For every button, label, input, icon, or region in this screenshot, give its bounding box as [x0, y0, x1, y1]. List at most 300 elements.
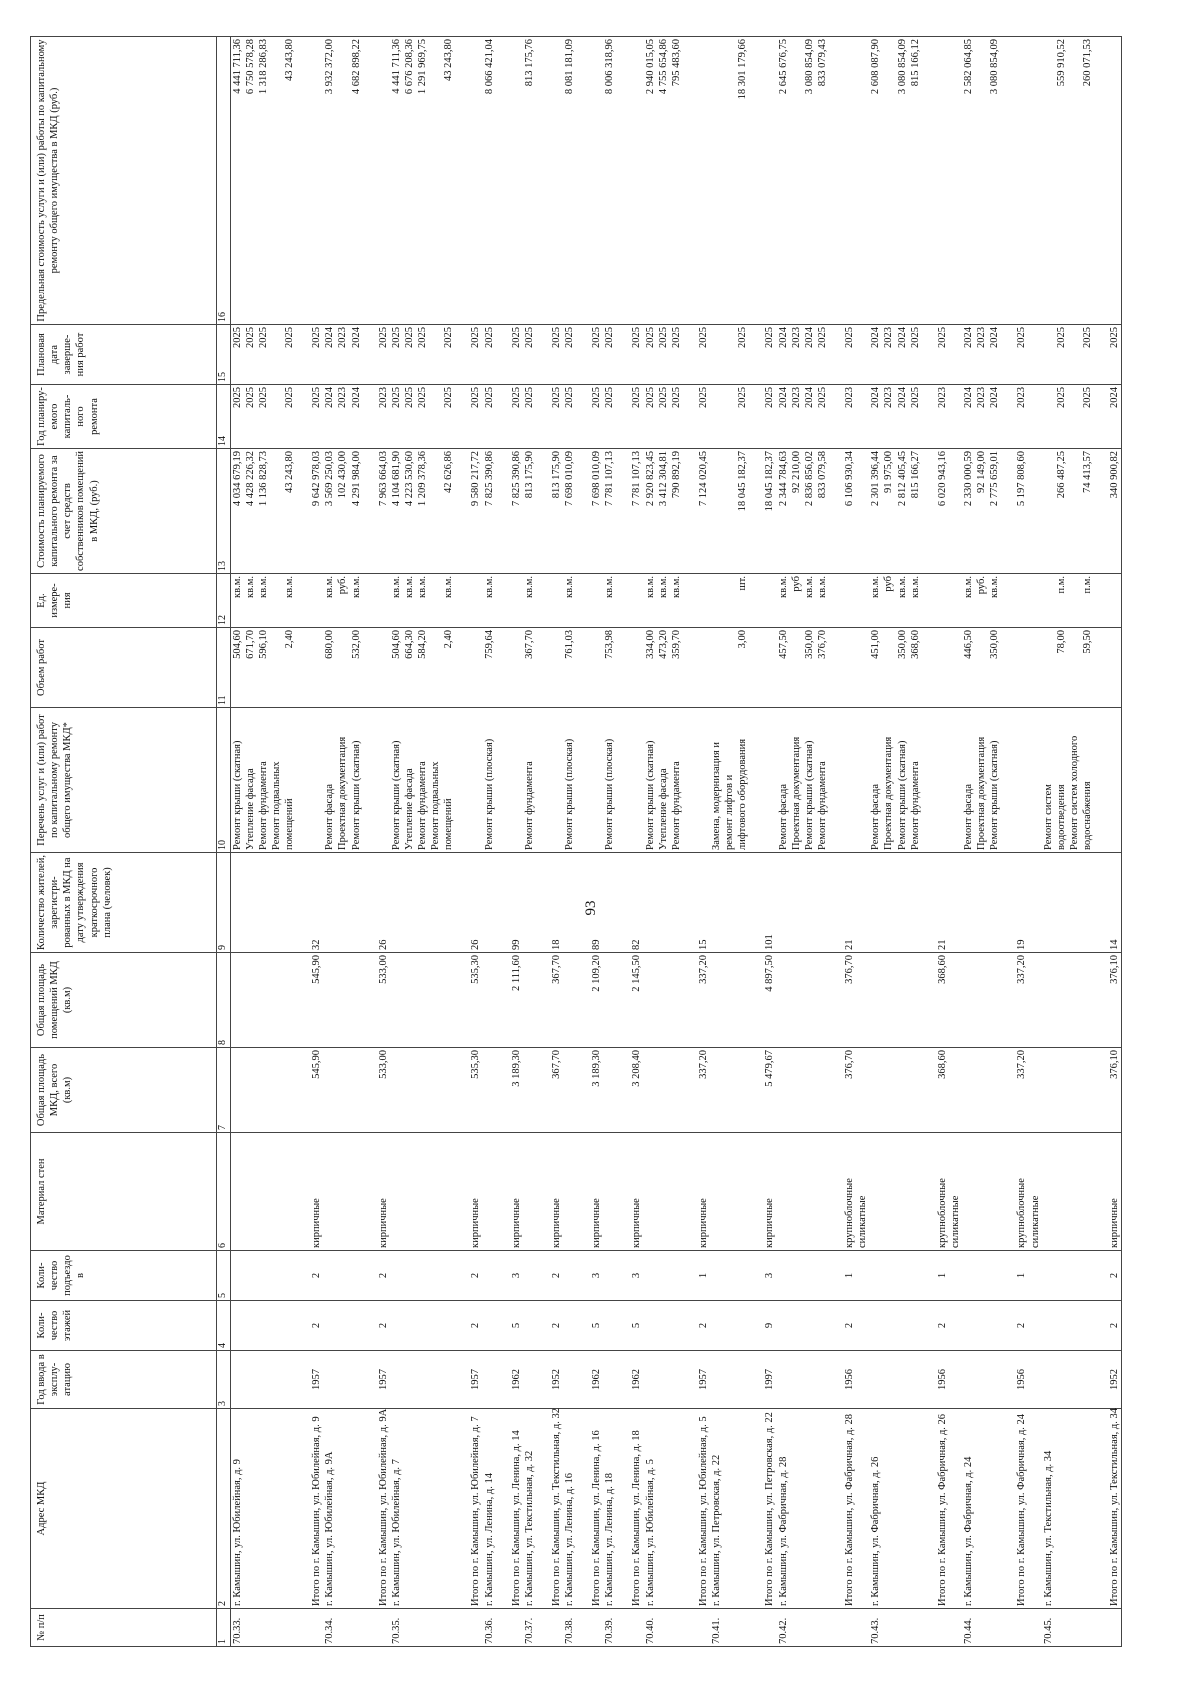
table-row	[962, 37, 1001, 1647]
address-cell: Итого по г. Камышин, ул. Петровская, д. 22	[749, 1409, 776, 1609]
row-number	[922, 1609, 962, 1647]
premises-area-cell: 368,60	[922, 953, 962, 1048]
residents-cell: 15	[683, 853, 710, 953]
residents-cell	[603, 853, 616, 953]
address-cell: г. Камышин, ул. Юбилейная, д. 9А	[323, 1409, 362, 1609]
planned-year-cell: 2025 2025	[1042, 385, 1095, 449]
total-area-cell	[962, 1048, 1001, 1133]
completion-date-cell: 2025 2025 2025 2025	[390, 325, 456, 385]
year-built-cell: 1956	[1001, 1351, 1041, 1409]
floors-cell	[483, 1301, 496, 1351]
row-number	[576, 1609, 603, 1647]
residents-cell: 26	[455, 853, 482, 953]
year-built-cell	[644, 1351, 683, 1409]
entrances-cell: 3	[496, 1251, 523, 1301]
row-number: 70.41.	[710, 1609, 749, 1647]
completion-date-cell: 2024 2023 2024 2025	[869, 325, 922, 385]
table-row	[576, 37, 603, 1647]
premises-area-cell	[1042, 953, 1095, 1048]
limit-cost-cell	[683, 37, 710, 325]
completion-date-cell: 2025 2025	[1042, 325, 1095, 385]
premises-area-cell	[323, 953, 362, 1048]
column-number: 16	[217, 37, 231, 325]
residents-cell: 101	[749, 853, 776, 953]
volume-cell: 680,00 532,00	[323, 628, 362, 708]
cost-cell: 6 020 943,16	[922, 449, 962, 574]
entrances-cell	[523, 1251, 536, 1301]
header-cell: Перечень услуг и (или) работ по капитальному ремонту общего имущества МКД*	[31, 708, 217, 853]
completion-date-cell: 2025	[922, 325, 962, 385]
address-cell: Итого по г. Камышин, ул. Юбилейная, д. 5	[683, 1409, 710, 1609]
table-row	[363, 37, 390, 1647]
works-list-cell	[922, 708, 962, 853]
table-row	[455, 37, 482, 1647]
unit-cell: шт.	[710, 574, 749, 628]
row-number: 70.36.	[483, 1609, 496, 1647]
year-built-cell: 1957	[296, 1351, 323, 1409]
table-row	[390, 37, 456, 1647]
year-built-cell	[777, 1351, 830, 1409]
unit-cell: кв.м.	[563, 574, 576, 628]
premises-area-cell: 2 109,20	[576, 953, 603, 1048]
address-cell: Итого по г. Камышин, ул. Текстильная, д. 32	[536, 1409, 563, 1609]
works-list-cell: Ремонт систем водоотведения Ремонт систем холодного водоснабжения	[1042, 708, 1095, 853]
row-number: 70.39.	[603, 1609, 616, 1647]
floors-cell	[603, 1301, 616, 1351]
total-area-cell: 533,00	[363, 1048, 390, 1133]
works-list-cell: Ремонт фасада Проектная документация Ремонт крыши (скатная)	[962, 708, 1001, 853]
wall-material-cell	[710, 1133, 749, 1251]
completion-date-cell: 2025	[563, 325, 576, 385]
total-area-cell: 535,30	[455, 1048, 482, 1133]
year-built-cell: 1962	[496, 1351, 523, 1409]
limit-cost-cell: 18 301 179,66	[710, 37, 749, 325]
floors-cell: 2	[683, 1301, 710, 1351]
address-cell: г. Камышин, ул. Фабричная, д. 28	[777, 1409, 830, 1609]
volume-cell: 759,64	[483, 628, 496, 708]
table-row	[829, 37, 869, 1647]
limit-cost-cell	[1001, 37, 1041, 325]
completion-date-cell: 2025	[710, 325, 749, 385]
row-number	[363, 1609, 390, 1647]
row-number	[455, 1609, 482, 1647]
premises-area-cell	[390, 953, 456, 1048]
table-row	[644, 37, 683, 1647]
year-built-cell	[390, 1351, 456, 1409]
limit-cost-cell	[749, 37, 776, 325]
row-number: 70.45.	[1042, 1609, 1095, 1647]
floors-cell	[710, 1301, 749, 1351]
year-built-cell	[483, 1351, 496, 1409]
wall-material-cell	[777, 1133, 830, 1251]
address-cell: г. Камышин, ул. Юбилейная, д. 9	[230, 1409, 296, 1609]
unit-cell	[496, 574, 523, 628]
table-row	[603, 37, 616, 1647]
wall-material-cell	[603, 1133, 616, 1251]
wall-material-cell: кирпичные	[536, 1133, 563, 1251]
works-list-cell	[1001, 708, 1041, 853]
cost-cell: 2 920 823,45 3 412 304,81 790 892,19	[644, 449, 683, 574]
unit-cell	[576, 574, 603, 628]
planned-year-cell: 2025	[603, 385, 616, 449]
total-area-cell	[230, 1048, 296, 1133]
works-list-cell	[536, 708, 563, 853]
entrances-cell: 3	[616, 1251, 643, 1301]
column-number: 13	[217, 449, 231, 574]
wall-material-cell	[644, 1133, 683, 1251]
floors-cell	[777, 1301, 830, 1351]
column-number: 14	[217, 385, 231, 449]
completion-date-cell: 2025 2025 2025	[644, 325, 683, 385]
works-list-cell: Ремонт крыши (скатная) Утепление фасада Ремонт фундамента	[644, 708, 683, 853]
column-number: 5	[217, 1251, 231, 1301]
year-built-cell	[563, 1351, 576, 1409]
unit-cell	[296, 574, 323, 628]
address-cell: Итого по г. Камышин, ул. Ленина, д. 18	[616, 1409, 643, 1609]
total-area-cell: 3 208,40	[616, 1048, 643, 1133]
cost-cell: 7 698 010,09	[576, 449, 603, 574]
cost-cell: 813 175,90	[536, 449, 563, 574]
completion-date-cell: 2025	[829, 325, 869, 385]
premises-area-cell: 367,70	[536, 953, 563, 1048]
residents-cell: 19	[1001, 853, 1041, 953]
year-built-cell: 1957	[363, 1351, 390, 1409]
wall-material-cell	[523, 1133, 536, 1251]
year-built-cell	[962, 1351, 1001, 1409]
limit-cost-cell	[829, 37, 869, 325]
unit-cell	[1094, 574, 1122, 628]
year-built-cell	[1042, 1351, 1095, 1409]
header-cell: Общая площадь МКД, всего (кв.м)	[31, 1048, 217, 1133]
year-built-cell: 1962	[576, 1351, 603, 1409]
residents-cell	[390, 853, 456, 953]
year-built-cell	[230, 1351, 296, 1409]
row-number	[296, 1609, 323, 1647]
limit-cost-cell	[455, 37, 482, 325]
volume-cell	[683, 628, 710, 708]
residents-cell: 21	[922, 853, 962, 953]
premises-area-cell: 337,20	[1001, 953, 1041, 1048]
entrances-cell: 1	[922, 1251, 962, 1301]
year-built-cell: 1962	[616, 1351, 643, 1409]
cost-cell: 7 781 107,13	[603, 449, 616, 574]
year-built-cell: 1957	[455, 1351, 482, 1409]
planned-year-cell: 2023	[829, 385, 869, 449]
total-area-cell	[483, 1048, 496, 1133]
cost-cell: 5 197 808,60	[1001, 449, 1041, 574]
planned-year-cell: 2025	[710, 385, 749, 449]
limit-cost-cell: 8 066 421,04	[483, 37, 496, 325]
residents-cell: 89	[576, 853, 603, 953]
row-number: 70.42.	[777, 1609, 830, 1647]
cost-cell: 7 124 020,45	[683, 449, 710, 574]
entrances-cell	[323, 1251, 362, 1301]
unit-cell: кв.м. кв.м. кв.м.	[644, 574, 683, 628]
total-area-cell	[869, 1048, 922, 1133]
limit-cost-cell: 3 932 372,00 4 682 898,22	[323, 37, 362, 325]
premises-area-cell: 4 897,50	[749, 953, 776, 1048]
address-cell: Итого по г. Камышин, ул. Ленина, д. 14	[496, 1409, 523, 1609]
premises-area-cell: 535,30	[455, 953, 482, 1048]
table-row	[869, 37, 922, 1647]
wall-material-cell: крупноблочные силикатные	[1001, 1133, 1041, 1251]
volume-cell	[455, 628, 482, 708]
address-cell: г. Камышин, ул. Текстильная, д. 34	[1042, 1409, 1095, 1609]
works-list-cell	[749, 708, 776, 853]
floors-cell	[563, 1301, 576, 1351]
works-list-cell	[576, 708, 603, 853]
volume-cell: 78,00 59,50	[1042, 628, 1095, 708]
total-area-cell	[323, 1048, 362, 1133]
planned-year-cell: 2025	[576, 385, 603, 449]
planned-year-cell: 2025	[536, 385, 563, 449]
premises-area-cell: 2 145,50	[616, 953, 643, 1048]
floors-cell: 2	[1094, 1301, 1122, 1351]
year-built-cell	[523, 1351, 536, 1409]
address-cell: г. Камышин, ул. Юбилейная, д. 5	[644, 1409, 683, 1609]
year-built-cell	[710, 1351, 749, 1409]
volume-cell: 446,50 350,00	[962, 628, 1001, 708]
entrances-cell: 3	[749, 1251, 776, 1301]
column-number: 6	[217, 1133, 231, 1251]
works-list-cell: Ремонт фасада Проектная документация Ремонт крыши (скатная)	[323, 708, 362, 853]
volume-cell: 457,50 350,00 376,70	[777, 628, 830, 708]
total-area-cell	[523, 1048, 536, 1133]
entrances-cell: 2	[536, 1251, 563, 1301]
limit-cost-cell	[536, 37, 563, 325]
planned-year-cell: 2025 2025 2025 2025	[390, 385, 456, 449]
row-number	[683, 1609, 710, 1647]
unit-cell	[922, 574, 962, 628]
cost-cell: 7 825 390,86	[496, 449, 523, 574]
entrances-cell: 3	[576, 1251, 603, 1301]
total-area-cell: 545,90	[296, 1048, 323, 1133]
address-cell: г. Камышин, ул. Фабричная, д. 24	[962, 1409, 1001, 1609]
header-cell: Коли- чество подъездо в	[31, 1251, 217, 1301]
residents-cell: 32	[296, 853, 323, 953]
row-number: 70.35.	[390, 1609, 456, 1647]
entrances-cell: 1	[829, 1251, 869, 1301]
floors-cell	[869, 1301, 922, 1351]
entrances-cell	[230, 1251, 296, 1301]
column-number: 11	[217, 628, 231, 708]
completion-date-cell: 2025	[523, 325, 536, 385]
table-row	[323, 37, 362, 1647]
entrances-cell	[483, 1251, 496, 1301]
wall-material-cell: кирпичные	[496, 1133, 523, 1251]
address-cell: г. Камышин, ул. Текстильная, д. 32	[523, 1409, 536, 1609]
completion-date-cell: 2025	[496, 325, 523, 385]
cost-cell: 7 698 010,09	[563, 449, 576, 574]
planned-year-cell: 2025	[749, 385, 776, 449]
unit-cell	[363, 574, 390, 628]
floors-cell	[962, 1301, 1001, 1351]
column-number: 3	[217, 1351, 231, 1409]
column-number: 4	[217, 1301, 231, 1351]
completion-date-cell: 2024 2023 2024	[962, 325, 1001, 385]
entrances-cell: 2	[1094, 1251, 1122, 1301]
cost-cell: 4 034 679,19 4 428 226,32 1 136 828,73 43 243,80	[230, 449, 296, 574]
wall-material-cell: кирпичные	[576, 1133, 603, 1251]
total-area-cell: 3 189,30	[496, 1048, 523, 1133]
row-number: 70.37.	[523, 1609, 536, 1647]
floors-cell	[644, 1301, 683, 1351]
entrances-cell: 1	[683, 1251, 710, 1301]
cost-cell: 18 045 182,37	[710, 449, 749, 574]
wall-material-cell	[323, 1133, 362, 1251]
residents-cell: 26	[363, 853, 390, 953]
wall-material-cell: кирпичные	[363, 1133, 390, 1251]
cost-cell: 2 301 396,44 91 975,00 2 812 405,45 815 166,27	[869, 449, 922, 574]
column-number: 7	[217, 1048, 231, 1133]
premises-area-cell	[777, 953, 830, 1048]
row-number	[496, 1609, 523, 1647]
row-number	[749, 1609, 776, 1647]
table-row	[536, 37, 563, 1647]
table-row	[616, 37, 643, 1647]
unit-cell: кв.м. руб. кв.м.	[323, 574, 362, 628]
residents-cell	[777, 853, 830, 953]
address-cell: Итого по г. Камышин, ул. Фабричная, д. 24	[1001, 1409, 1041, 1609]
row-number: 70.33.	[230, 1609, 296, 1647]
limit-cost-cell	[296, 37, 323, 325]
cost-cell: 7 825 390,86	[483, 449, 496, 574]
header-cell: Ед. измере- ния	[31, 574, 217, 628]
residents-cell	[523, 853, 536, 953]
works-list-cell: Ремонт крыши (плоская)	[603, 708, 616, 853]
cost-cell: 3 569 250,03 102 430,00 4 291 984,00	[323, 449, 362, 574]
works-list-cell	[496, 708, 523, 853]
address-cell: г. Камышин, ул. Ленина, д. 14	[483, 1409, 496, 1609]
planned-year-cell: 2025	[563, 385, 576, 449]
column-number: 1	[217, 1609, 231, 1647]
unit-cell: кв.м. руб кв.м. кв.м.	[869, 574, 922, 628]
cost-cell: 6 106 930,34	[829, 449, 869, 574]
planned-year-cell: 2025	[455, 385, 482, 449]
wall-material-cell	[869, 1133, 922, 1251]
works-list-cell	[363, 708, 390, 853]
residents-cell	[710, 853, 749, 953]
completion-date-cell: 2025	[363, 325, 390, 385]
wall-material-cell: кирпичные	[455, 1133, 482, 1251]
unit-cell	[1001, 574, 1041, 628]
floors-cell: 2	[922, 1301, 962, 1351]
row-number	[616, 1609, 643, 1647]
residents-cell: 21	[829, 853, 869, 953]
column-number: 15	[217, 325, 231, 385]
year-built-cell: 1956	[922, 1351, 962, 1409]
wall-material-cell: крупноблочные силикатные	[922, 1133, 962, 1251]
unit-cell	[616, 574, 643, 628]
header-cell: Стоимость планируемого капитального ремонта за счет средств собственников помещений в МКД, (руб.)	[31, 449, 217, 574]
total-area-cell: 3 189,30	[576, 1048, 603, 1133]
address-cell: Итого по г. Камышин, ул. Фабричная, д. 28	[829, 1409, 869, 1609]
wall-material-cell	[483, 1133, 496, 1251]
premises-area-cell: 376,10	[1094, 953, 1122, 1048]
floors-cell	[1042, 1301, 1095, 1351]
row-number: 70.44.	[962, 1609, 1001, 1647]
premises-area-cell	[869, 953, 922, 1048]
cost-cell: 4 104 681,90 4 223 530,60 1 209 378,36 42 626,86	[390, 449, 456, 574]
total-area-cell: 5 479,67	[749, 1048, 776, 1133]
floors-cell: 2	[1001, 1301, 1041, 1351]
capital-repair-table	[30, 36, 1122, 1647]
wall-material-cell: кирпичные	[749, 1133, 776, 1251]
limit-cost-cell	[616, 37, 643, 325]
table-row	[523, 37, 536, 1647]
unit-cell: кв.м. руб кв.м. кв.м.	[777, 574, 830, 628]
premises-area-cell: 545,90	[296, 953, 323, 1048]
table-row	[922, 37, 962, 1647]
limit-cost-cell	[496, 37, 523, 325]
residents-cell	[962, 853, 1001, 953]
wall-material-cell	[230, 1133, 296, 1251]
planned-year-cell: 2023	[922, 385, 962, 449]
cost-cell: 266 487,25 74 413,57	[1042, 449, 1095, 574]
table-row	[749, 37, 776, 1647]
floors-cell: 2	[363, 1301, 390, 1351]
limit-cost-cell	[922, 37, 962, 325]
planned-year-cell: 2025	[483, 385, 496, 449]
floors-cell	[390, 1301, 456, 1351]
unit-cell: кв.м. кв.м. кв.м. кв.м.	[230, 574, 296, 628]
header-cell: Адрес МКД	[31, 1409, 217, 1609]
completion-date-cell: 2025	[1001, 325, 1041, 385]
column-number: 12	[217, 574, 231, 628]
cost-cell: 7 963 664,03	[363, 449, 390, 574]
row-number	[1001, 1609, 1041, 1647]
column-number: 10	[217, 708, 231, 853]
address-cell: г. Камышин, ул. Петровская, д. 22	[710, 1409, 749, 1609]
planned-year-cell: 2025 2025 2025 2025	[230, 385, 296, 449]
cost-cell: 18 045 182,37	[749, 449, 776, 574]
planned-year-cell: 2024	[1094, 385, 1122, 449]
planned-year-cell: 2023	[363, 385, 390, 449]
floors-cell: 5	[496, 1301, 523, 1351]
header-cell: Год планиру- емого капиталь- ного ремонта	[31, 385, 217, 449]
premises-area-cell	[710, 953, 749, 1048]
limit-cost-cell	[363, 37, 390, 325]
residents-cell	[644, 853, 683, 953]
completion-date-cell: 2025	[616, 325, 643, 385]
total-area-cell	[563, 1048, 576, 1133]
limit-cost-cell: 2 940 015,05 4 755 654,86 795 483,60	[644, 37, 683, 325]
rotated-table-container	[30, 37, 1170, 1647]
entrances-cell: 2	[363, 1251, 390, 1301]
entrances-cell: 2	[455, 1251, 482, 1301]
floors-cell	[323, 1301, 362, 1351]
wall-material-cell: кирпичные	[616, 1133, 643, 1251]
residents-cell	[230, 853, 296, 953]
address-cell: Итого по г. Камышин, ул. Фабричная, д. 26	[922, 1409, 962, 1609]
unit-cell	[749, 574, 776, 628]
works-list-cell: Ремонт крыши (плоская)	[563, 708, 576, 853]
residents-cell: 99	[496, 853, 523, 953]
works-list-cell: Ремонт фасада Проектная документация Ремонт крыши (скатная) Ремонт фундамента	[777, 708, 830, 853]
total-area-cell	[710, 1048, 749, 1133]
completion-date-cell: 2025	[603, 325, 616, 385]
column-number-row	[217, 37, 231, 1647]
table-row	[496, 37, 523, 1647]
premises-area-cell: 376,70	[829, 953, 869, 1048]
header-row	[31, 37, 217, 1647]
residents-cell	[869, 853, 922, 953]
cost-cell: 2 330 000,59 92 149,00 2 775 659,01	[962, 449, 1001, 574]
wall-material-cell	[1042, 1133, 1095, 1251]
limit-cost-cell	[1094, 37, 1122, 325]
unit-cell: кв.м. кв.м. кв.м. кв.м.	[390, 574, 456, 628]
completion-date-cell: 2025	[296, 325, 323, 385]
